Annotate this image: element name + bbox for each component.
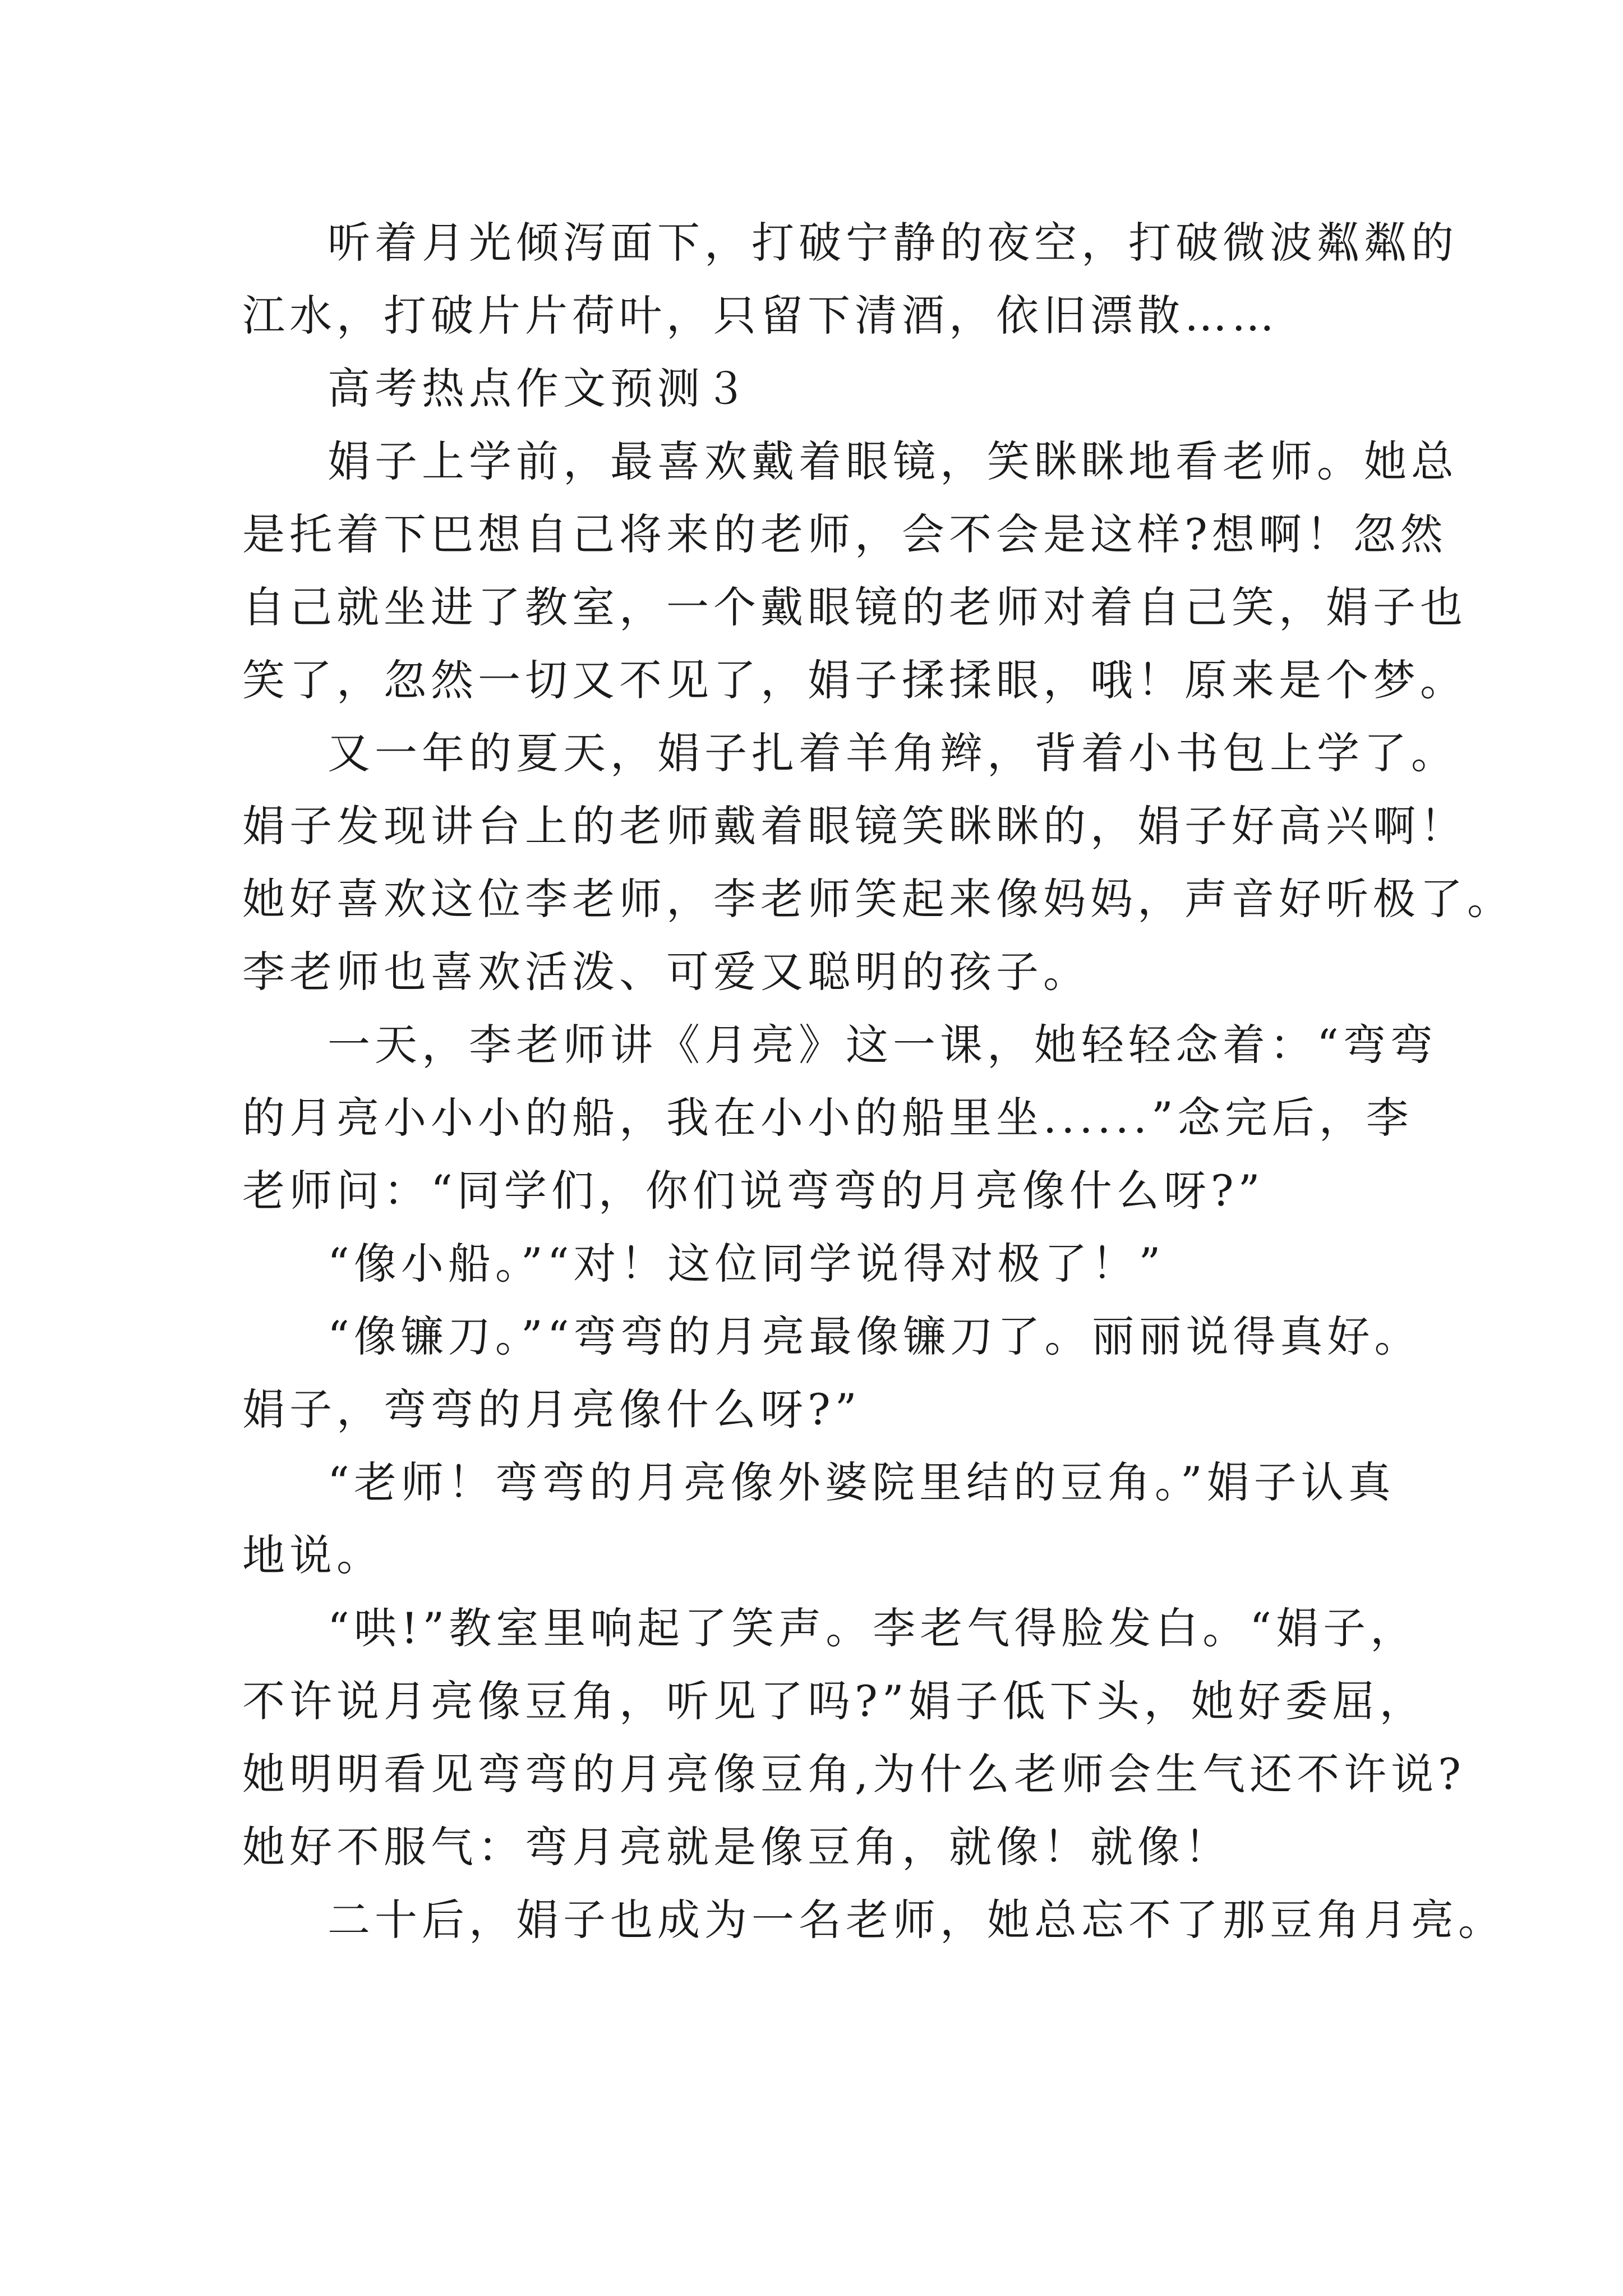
text-line: “像小船。”“对！这位同学说得对极了！” [328, 1239, 1165, 1289]
text-line: 李老师也喜欢活泼、可爱又聪明的孩子。 [242, 947, 1090, 997]
text-line: 自己就坐进了教室，一个戴眼镜的老师对着自己笑，娟子也 [242, 582, 1467, 632]
text-line: 又一年的夏天，娟子扎着羊角辫，背着小书包上学了。 [328, 728, 1458, 778]
text-line: 江水，打破片片荷叶，只留下清酒，依旧漂散…… [242, 291, 1279, 341]
text-line: “像镰刀。”“弯弯的月亮最像镰刀了。丽丽说得真好。 [328, 1312, 1422, 1361]
text-line: 是托着下巴想自己将来的老师，会不会是这样?想啊！忽然 [242, 509, 1447, 559]
text-line: 的月亮小小小的船，我在小小的船里坐......”念完后，李 [242, 1093, 1413, 1143]
text-line: 老师问：“同学们，你们说弯弯的月亮像什么呀?” [242, 1166, 1265, 1216]
text-line: “老师！弯弯的月亮像外婆院里结的豆角。”娟子认真 [328, 1457, 1395, 1507]
text-line: 她好喜欢这位李老师，李老师笑起来像妈妈，声音好听极了。 [242, 874, 1514, 924]
text-line: 她好不服气：弯月亮就是像豆角，就像！就像！ [242, 1822, 1232, 1872]
text-line: 笑了，忽然一切又不见了，娟子揉揉眼，哦！原来是个梦。 [242, 655, 1467, 705]
text-line: 她明明看见弯弯的月亮像豆角,为什么老师会生气还不许说? [242, 1749, 1465, 1799]
text-line: 听着月光倾泻面下，打破宁静的夜空，打破微波粼粼的 [328, 218, 1458, 268]
essay-body [242, 206, 1514, 1957]
text-line: 地说。 [242, 1530, 384, 1580]
text-line: 娟子，弯弯的月亮像什么呀?” [242, 1384, 861, 1434]
text-line: 不许说月亮像豆角，听见了吗?”娟子低下头，她好委屈， [242, 1676, 1427, 1726]
text-line: 一天，李老师讲《月亮》这一课，她轻轻念着：“弯弯 [328, 1020, 1437, 1070]
text-line: 二十后，娟子也成为一名老师，她总忘不了那豆角月亮。 [328, 1895, 1505, 1945]
text-line: “哄!”教室里响起了笑声。李老气得脸发白。“娟子， [328, 1603, 1418, 1653]
text-line: 娟子发现讲台上的老师戴着眼镜笑眯眯的，娟子好高兴啊！ [242, 801, 1467, 851]
section-heading: 高考热点作文预测３ [328, 364, 751, 413]
text-line: 娟子上学前，最喜欢戴着眼镜，笑眯眯地看老师。她总 [328, 436, 1458, 486]
